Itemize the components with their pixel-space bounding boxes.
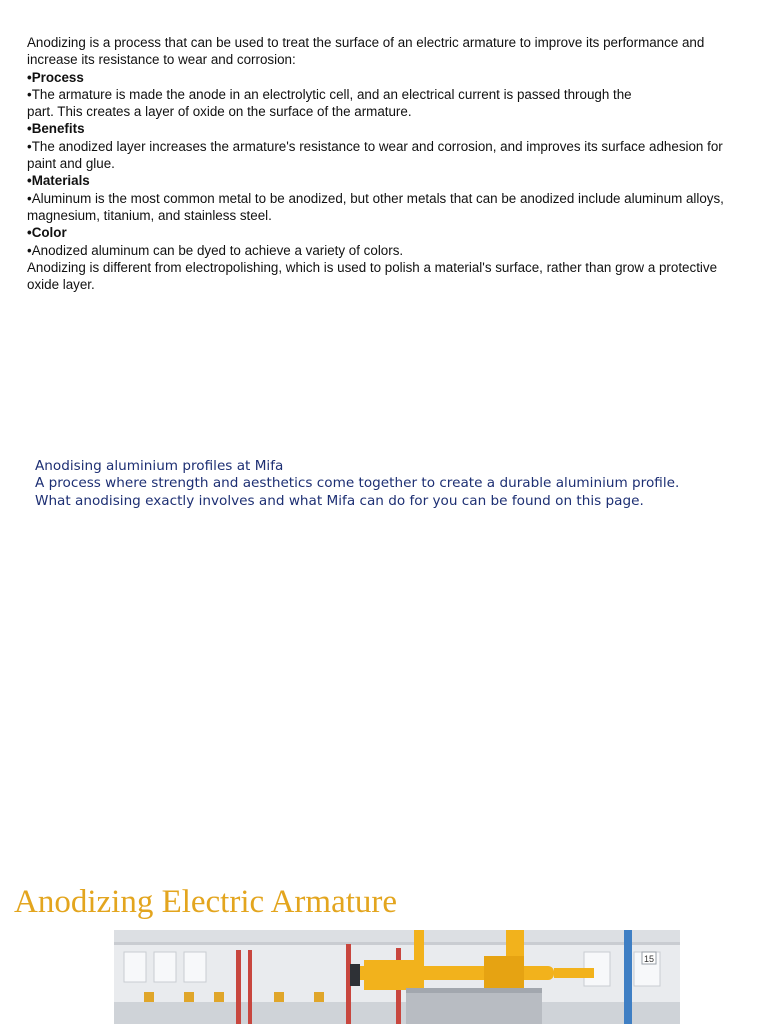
- document-body: [27, 34, 743, 293]
- photo-sign-number: 15: [643, 954, 655, 964]
- factory-photo: [114, 930, 680, 1024]
- section-text-process-line1: •The armature is made the anode in an electrolytic cell, and an electrical current is passed through the: [27, 86, 632, 102]
- section-text-process-line2: part. This creates a layer of oxide on the surface of the armature.: [27, 104, 412, 120]
- section-heading-color: •Color: [27, 225, 67, 241]
- mifa-line-link-text: What anodising exactly involves and what Mifa can do for you can be found on this page.: [35, 492, 644, 509]
- closing-paragraph: Anodizing is different from electropolishing, which is used to polish a material's surface, rather than grow a protective oxide layer.: [27, 259, 718, 293]
- factory-illustration: [114, 930, 680, 1024]
- section-text-benefits: •The anodized layer increases the armature's resistance to wear and corrosion, and improves its surface adhesion for paint and glue.: [27, 138, 723, 172]
- mifa-line-description: A process where strength and aesthetics come together to create a durable aluminium profile.: [35, 475, 680, 492]
- section-heading-materials: •Materials: [27, 173, 90, 189]
- section-heading-benefits: •Benefits: [27, 121, 85, 137]
- mifa-quote-block: [35, 458, 755, 510]
- section-heading-process: •Process: [27, 69, 84, 85]
- section-text-materials: •Aluminum is the most common metal to be anodized, but other metals that can be anodized include aluminum alloys, magnesium, titanium, and stainless steel.: [27, 190, 724, 223]
- mifa-line-title: Anodising aluminium profiles at Mifa: [35, 458, 284, 474]
- intro-paragraph: Anodizing is a process that can be used to treat the surface of an electric armature to improve its performance and increase its resistance to wear and corrosion:: [27, 35, 705, 68]
- section-text-color: •Anodized aluminum can be dyed to achieve a variety of colors.: [27, 242, 404, 258]
- page-title: Anodizing Electric Armature: [14, 884, 398, 920]
